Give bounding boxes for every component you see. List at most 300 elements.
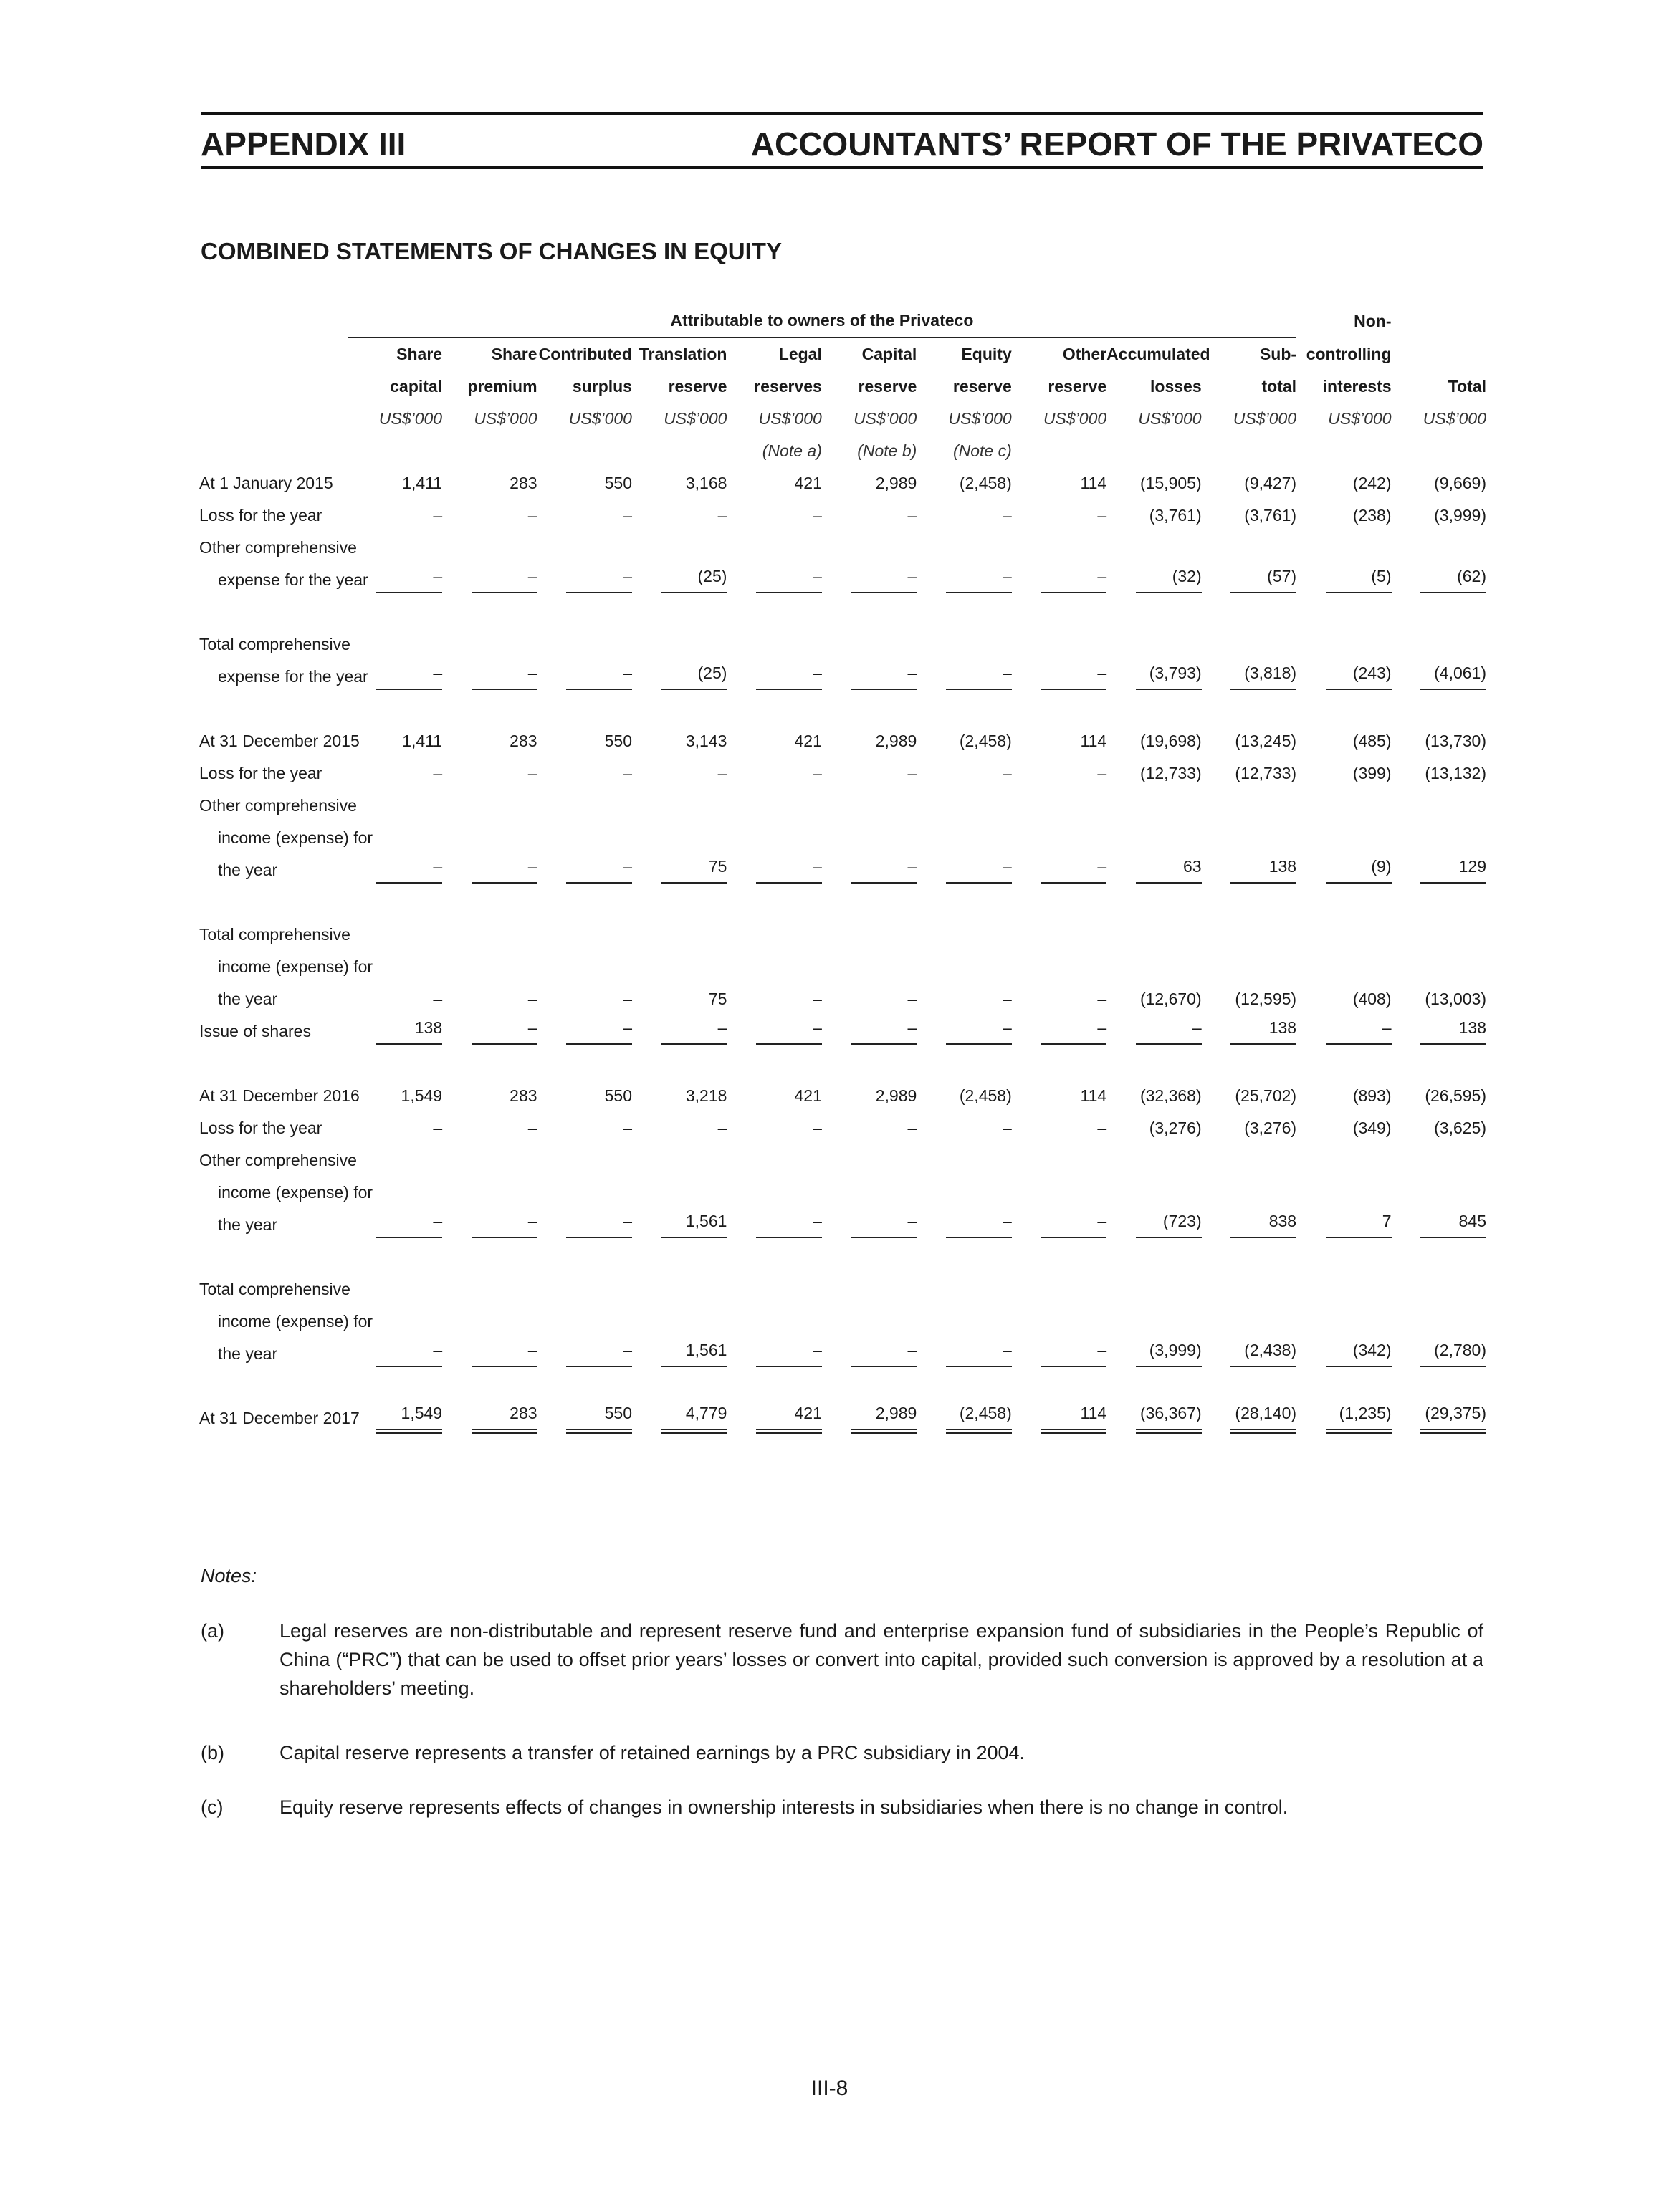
table-cell	[727, 1209, 821, 1241]
cell-value: –	[527, 764, 537, 782]
table-cell	[1012, 1338, 1106, 1370]
table-body	[199, 467, 1486, 1435]
table-cell	[1202, 499, 1296, 532]
table-row	[199, 790, 1486, 822]
table-cell	[442, 983, 537, 1015]
cell-value: (62)	[1420, 567, 1486, 593]
table-row	[199, 854, 1486, 886]
cell-value: 4,779	[661, 1404, 727, 1434]
cell-value: –	[946, 664, 1012, 690]
table-cell	[727, 467, 821, 499]
cell-value: 283	[472, 1404, 537, 1434]
cell-value: (3,625)	[1434, 1119, 1486, 1137]
table-cell	[822, 757, 917, 790]
table-cell	[1012, 1015, 1106, 1048]
cell-value: –	[946, 567, 1012, 593]
table-cell	[1106, 1112, 1201, 1144]
table-row	[199, 1112, 1486, 1144]
column-heading-line1: Accumulated	[1106, 345, 1210, 363]
cell-value: (723)	[1136, 1212, 1202, 1238]
table-cell	[1202, 983, 1296, 1015]
table-cell	[1106, 854, 1201, 886]
table-row	[199, 951, 1486, 983]
column-heading-line2: reserve	[858, 377, 917, 396]
cell-value: (242)	[1352, 474, 1392, 492]
table-cell	[348, 725, 442, 757]
table-cell	[442, 854, 537, 886]
table-cell	[1202, 1402, 1296, 1435]
column-note	[442, 435, 537, 467]
table-cell	[632, 854, 727, 886]
table-cell	[442, 1209, 537, 1241]
table-cell	[632, 983, 727, 1015]
table-cell	[822, 1209, 917, 1241]
cell-value: 283	[510, 732, 537, 750]
column-note	[1296, 435, 1391, 467]
cell-value: –	[1041, 567, 1106, 593]
table-cell	[727, 564, 821, 596]
row-label: income (expense) for	[218, 1312, 373, 1331]
column-heading-line1: Capital	[861, 345, 917, 363]
table-cell	[1012, 1402, 1106, 1435]
cell-value: –	[566, 1212, 632, 1238]
table-cell	[632, 1402, 727, 1435]
cell-value: 63	[1136, 857, 1202, 884]
table-cell	[1392, 1015, 1486, 1048]
table-row	[199, 983, 1486, 1015]
cell-value: –	[433, 506, 443, 525]
row-label: Loss for the year	[199, 506, 322, 525]
cell-value: –	[1041, 1018, 1106, 1045]
table-cell	[822, 1015, 917, 1048]
cell-value: (3,276)	[1244, 1119, 1297, 1137]
cell-value: (3,793)	[1136, 664, 1202, 690]
table-cell	[822, 983, 917, 1015]
table-cell	[822, 1402, 917, 1435]
cell-value: –	[433, 1119, 443, 1137]
column-unit: US$’000	[378, 409, 443, 428]
cell-value: 1,561	[661, 1212, 727, 1238]
spacer-row	[199, 1241, 1486, 1273]
column-note	[1202, 435, 1296, 467]
table-cell	[1296, 854, 1391, 886]
table-cell	[537, 661, 632, 693]
table-cell	[1392, 854, 1486, 886]
table-cell	[917, 725, 1011, 757]
cell-value: 421	[794, 732, 822, 750]
table-cell	[1202, 757, 1296, 790]
table-row	[199, 822, 1486, 854]
table-cell	[1392, 1402, 1486, 1435]
table-cell	[727, 499, 821, 532]
table-cell	[632, 1338, 727, 1370]
cell-value: 838	[1230, 1212, 1296, 1238]
cell-value: (2,780)	[1420, 1341, 1486, 1367]
table-cell	[917, 1338, 1011, 1370]
nci-heading-line1: Non-	[1354, 311, 1392, 330]
table-cell	[537, 725, 632, 757]
table-cell	[348, 854, 442, 886]
cell-value: (9)	[1326, 857, 1392, 884]
cell-value: 1,561	[661, 1341, 727, 1367]
table-cell	[727, 1015, 821, 1048]
table-cell	[1296, 757, 1391, 790]
table-cell	[1012, 854, 1106, 886]
section-title: COMBINED STATEMENTS OF CHANGES IN EQUITY	[201, 238, 782, 264]
cell-value: 2,989	[875, 474, 917, 492]
cell-value: –	[376, 567, 442, 593]
column-unit: US$’000	[1328, 409, 1392, 428]
table-cell	[348, 1080, 442, 1112]
table-cell	[822, 1112, 917, 1144]
table-cell	[917, 499, 1011, 532]
table-cell	[1106, 1080, 1201, 1112]
table-cell	[442, 499, 537, 532]
row-label: income (expense) for	[218, 828, 373, 847]
table-cell	[727, 1402, 821, 1435]
table-cell	[537, 564, 632, 596]
table-row	[199, 1306, 1486, 1338]
cell-value: 114	[1041, 1404, 1106, 1434]
cell-value: –	[851, 1212, 917, 1238]
cell-value: (12,733)	[1139, 764, 1202, 782]
cell-value: –	[717, 1119, 727, 1137]
cell-value: –	[1002, 506, 1012, 525]
cell-value: 283	[510, 1086, 537, 1105]
table-cell	[1296, 1338, 1391, 1370]
table-cell	[1202, 1209, 1296, 1241]
cell-value: –	[946, 1341, 1012, 1367]
cell-value: (2,458)	[959, 474, 1012, 492]
cell-value: –	[907, 1119, 917, 1137]
cell-value: (15,905)	[1139, 474, 1202, 492]
table-cell	[442, 564, 537, 596]
table-cell	[1106, 661, 1201, 693]
cell-value: (5)	[1326, 567, 1392, 593]
cell-value: –	[813, 990, 822, 1008]
column-note	[632, 435, 727, 467]
table-cell	[1392, 983, 1486, 1015]
cell-value: (2,458)	[946, 1404, 1012, 1434]
table-cell	[917, 467, 1011, 499]
table-cell	[348, 757, 442, 790]
table-cell	[1012, 725, 1106, 757]
column-unit: US$’000	[948, 409, 1012, 428]
table-cell	[822, 467, 917, 499]
column-note: (Note c)	[952, 441, 1012, 460]
table-cell	[917, 1015, 1011, 1048]
table-cell	[537, 983, 632, 1015]
column-heading-line2: surplus	[572, 377, 632, 396]
table-cell	[1012, 1112, 1106, 1144]
cell-value: (13,003)	[1425, 990, 1486, 1008]
table-cell	[1392, 467, 1486, 499]
column-heading-line2: reserve	[668, 377, 727, 396]
table-cell	[632, 499, 727, 532]
table-cell	[632, 564, 727, 596]
spacer-row	[199, 886, 1486, 919]
table-row	[199, 564, 1486, 596]
cell-value: (893)	[1352, 1086, 1392, 1105]
row-label: At 1 January 2015	[199, 474, 333, 492]
cell-value: –	[1097, 506, 1107, 525]
cell-value: (2,458)	[959, 732, 1012, 750]
table-cell	[537, 757, 632, 790]
cell-value: –	[946, 857, 1012, 884]
table-row	[199, 1338, 1486, 1370]
cell-value: 138	[376, 1018, 442, 1045]
table-cell	[348, 1209, 442, 1241]
table-cell	[1106, 725, 1201, 757]
table-cell	[822, 499, 917, 532]
table-cell	[632, 757, 727, 790]
column-unit: US$’000	[1138, 409, 1202, 428]
table-cell	[1106, 757, 1201, 790]
table-row	[199, 499, 1486, 532]
cell-value: –	[813, 764, 822, 782]
cell-value: –	[1041, 1212, 1106, 1238]
cell-value: –	[472, 1341, 537, 1367]
row-label: Total comprehensive	[199, 1280, 350, 1298]
column-heading-line2: interests	[1322, 377, 1392, 396]
note-text: Capital reserve represents a transfer of retained earnings by a PRC subsidiary in 2004.	[279, 1742, 1025, 1763]
table-cell	[1202, 1338, 1296, 1370]
column-heading-line2: capital	[390, 377, 443, 396]
cell-value: –	[1097, 1119, 1107, 1137]
cell-value: (3,999)	[1434, 506, 1486, 525]
cell-value: 2,989	[851, 1404, 917, 1434]
table-cell	[1202, 661, 1296, 693]
column-unit: US$’000	[474, 409, 537, 428]
row-label: income (expense) for	[218, 1183, 373, 1202]
table-cell	[1012, 983, 1106, 1015]
table-cell	[1296, 1402, 1391, 1435]
cell-value: –	[946, 1212, 1012, 1238]
table-cell	[917, 854, 1011, 886]
cell-value: (408)	[1352, 990, 1392, 1008]
cell-value: (29,375)	[1420, 1404, 1486, 1434]
cell-value: (28,140)	[1230, 1404, 1296, 1434]
cell-value: (485)	[1352, 732, 1392, 750]
cell-value: 550	[566, 1404, 632, 1434]
cell-value: –	[623, 764, 632, 782]
table-cell	[442, 757, 537, 790]
table-cell	[1296, 661, 1391, 693]
table-row	[199, 757, 1486, 790]
cell-value: 1,411	[402, 732, 443, 750]
table-cell	[822, 564, 917, 596]
table-cell	[1296, 1112, 1391, 1144]
cell-value: 114	[1080, 732, 1107, 750]
column-unit: US$’000	[758, 409, 822, 428]
note-tag: (b)	[201, 1742, 224, 1763]
table-cell	[822, 725, 917, 757]
cell-value: –	[1002, 764, 1012, 782]
cell-value: 1,411	[402, 474, 443, 492]
table-cell	[348, 1338, 442, 1370]
table-cell	[822, 1080, 917, 1112]
table-cell	[1392, 757, 1486, 790]
table-cell	[822, 661, 917, 693]
table-row	[199, 1144, 1486, 1177]
cell-value: –	[566, 1341, 632, 1367]
cell-value: (12,670)	[1139, 990, 1202, 1008]
cell-value: (3,761)	[1244, 506, 1297, 525]
table-row	[199, 628, 1486, 661]
cell-value: –	[376, 1212, 442, 1238]
table-row	[199, 1273, 1486, 1306]
table-cell	[1012, 661, 1106, 693]
table-row	[199, 467, 1486, 499]
table-cell	[727, 1112, 821, 1144]
table-cell	[727, 757, 821, 790]
row-label: the year	[218, 1215, 278, 1234]
table-cell	[632, 725, 727, 757]
cell-value: (13,730)	[1425, 732, 1486, 750]
table-cell	[1392, 1080, 1486, 1112]
table-cell	[727, 1080, 821, 1112]
table-cell	[442, 661, 537, 693]
row-label: Other comprehensive	[199, 796, 357, 815]
cell-value: –	[472, 664, 537, 690]
table-cell	[917, 564, 1011, 596]
row-label: Total comprehensive	[199, 925, 350, 944]
cell-value: –	[661, 1018, 727, 1045]
column-note: (Note b)	[857, 441, 917, 460]
table-cell	[348, 1015, 442, 1048]
cell-value: 138	[1230, 857, 1296, 884]
table-cell	[1296, 983, 1391, 1015]
column-heading-line2: reserves	[754, 377, 822, 396]
cell-value: –	[623, 1119, 632, 1137]
cell-value: (13,132)	[1425, 764, 1486, 782]
cell-value: –	[813, 506, 822, 525]
column-note	[537, 435, 632, 467]
cell-value: (57)	[1230, 567, 1296, 593]
table-cell	[822, 1338, 917, 1370]
note-text: Equity reserve represents effects of changes in ownership interests in subsidiaries when there is no change in control.	[279, 1796, 1289, 1818]
cell-value: –	[527, 1119, 537, 1137]
cell-value: –	[566, 567, 632, 593]
cell-value: 114	[1080, 474, 1107, 492]
cell-value: (25)	[661, 664, 727, 690]
cell-value: –	[376, 1341, 442, 1367]
note-tag: (a)	[201, 1620, 224, 1642]
cell-value: 2,989	[875, 732, 917, 750]
cell-value: (19,698)	[1139, 732, 1202, 750]
cell-value: –	[527, 990, 537, 1008]
table-cell	[1296, 1080, 1391, 1112]
table-cell	[537, 854, 632, 886]
notes-title: Notes:	[201, 1565, 257, 1586]
column-unit: US$’000	[1233, 409, 1297, 428]
table-cell	[1012, 467, 1106, 499]
column-heading-line1: Equity	[961, 345, 1012, 363]
row-label: Other comprehensive	[199, 1151, 357, 1169]
cell-value: –	[623, 990, 632, 1008]
cell-value: 3,168	[685, 474, 727, 492]
row-label: Other comprehensive	[199, 538, 357, 557]
table-cell	[348, 1402, 442, 1435]
table-cell	[1012, 1209, 1106, 1241]
table-cell	[1202, 854, 1296, 886]
table-cell	[917, 757, 1011, 790]
table-cell	[537, 1015, 632, 1048]
table-cell	[348, 499, 442, 532]
cell-value: (243)	[1326, 664, 1392, 690]
cell-value: –	[376, 664, 442, 690]
cell-value: –	[472, 857, 537, 884]
table-cell	[917, 1402, 1011, 1435]
table-cell	[1392, 1338, 1486, 1370]
cell-value: –	[907, 990, 917, 1008]
cell-value: –	[566, 857, 632, 884]
cell-value: –	[472, 1212, 537, 1238]
table-cell	[727, 661, 821, 693]
column-unit: US$’000	[568, 409, 632, 428]
table-cell	[1296, 499, 1391, 532]
table-cell	[442, 467, 537, 499]
column-heading-line1: Other	[1062, 345, 1107, 363]
table-cell	[1202, 725, 1296, 757]
cell-value: (3,818)	[1230, 664, 1296, 690]
table-cell	[348, 1112, 442, 1144]
column-heading-line2: losses	[1150, 377, 1202, 396]
table-cell	[727, 983, 821, 1015]
table-header	[199, 305, 1486, 467]
note-tag: (c)	[201, 1796, 224, 1818]
table-cell	[442, 1402, 537, 1435]
table-row	[199, 1015, 1486, 1048]
cell-value: –	[851, 1341, 917, 1367]
cell-value: 75	[661, 857, 727, 884]
row-label: the year	[218, 861, 278, 879]
table-row	[199, 661, 1486, 693]
cell-value: (3,999)	[1136, 1341, 1202, 1367]
cell-value: –	[472, 1018, 537, 1045]
table-cell	[348, 467, 442, 499]
cell-value: (12,595)	[1235, 990, 1297, 1008]
cell-value: 550	[604, 1086, 632, 1105]
cell-value: –	[1041, 857, 1106, 884]
row-label: At 31 December 2016	[199, 1086, 360, 1105]
table-cell	[1106, 499, 1201, 532]
note-text: Legal reserves are non-distributable and represent reserve fund and enterprise expansion fund of subsidiaries in the People’s Republic of China (“PRC”) that can be used to offset prior years’ losses or convert into capital, provided such conversion is approved by a resolution at a shareholders’ meeting.	[279, 1620, 1483, 1699]
table-cell	[822, 854, 917, 886]
cell-value: –	[1097, 764, 1107, 782]
cell-value: –	[1002, 1119, 1012, 1137]
column-unit: US$’000	[1043, 409, 1107, 428]
cell-value: (25,702)	[1235, 1086, 1297, 1105]
row-label: the year	[218, 1344, 278, 1363]
cell-value: 138	[1230, 1018, 1296, 1045]
spacer-row	[199, 693, 1486, 725]
cell-value: –	[1136, 1018, 1202, 1045]
cell-value: –	[756, 567, 822, 593]
column-heading-line1: Legal	[778, 345, 822, 363]
cell-value: –	[851, 664, 917, 690]
table-row	[199, 919, 1486, 951]
table-cell	[537, 1112, 632, 1144]
cell-value: –	[851, 857, 917, 884]
table-cell	[1106, 564, 1201, 596]
equity-table	[199, 305, 1486, 1435]
appendix-label: APPENDIX III	[201, 125, 406, 163]
cell-value: (25)	[661, 567, 727, 593]
row-label: Issue of shares	[199, 1022, 311, 1040]
table-cell	[1392, 564, 1486, 596]
table-cell	[1296, 467, 1391, 499]
